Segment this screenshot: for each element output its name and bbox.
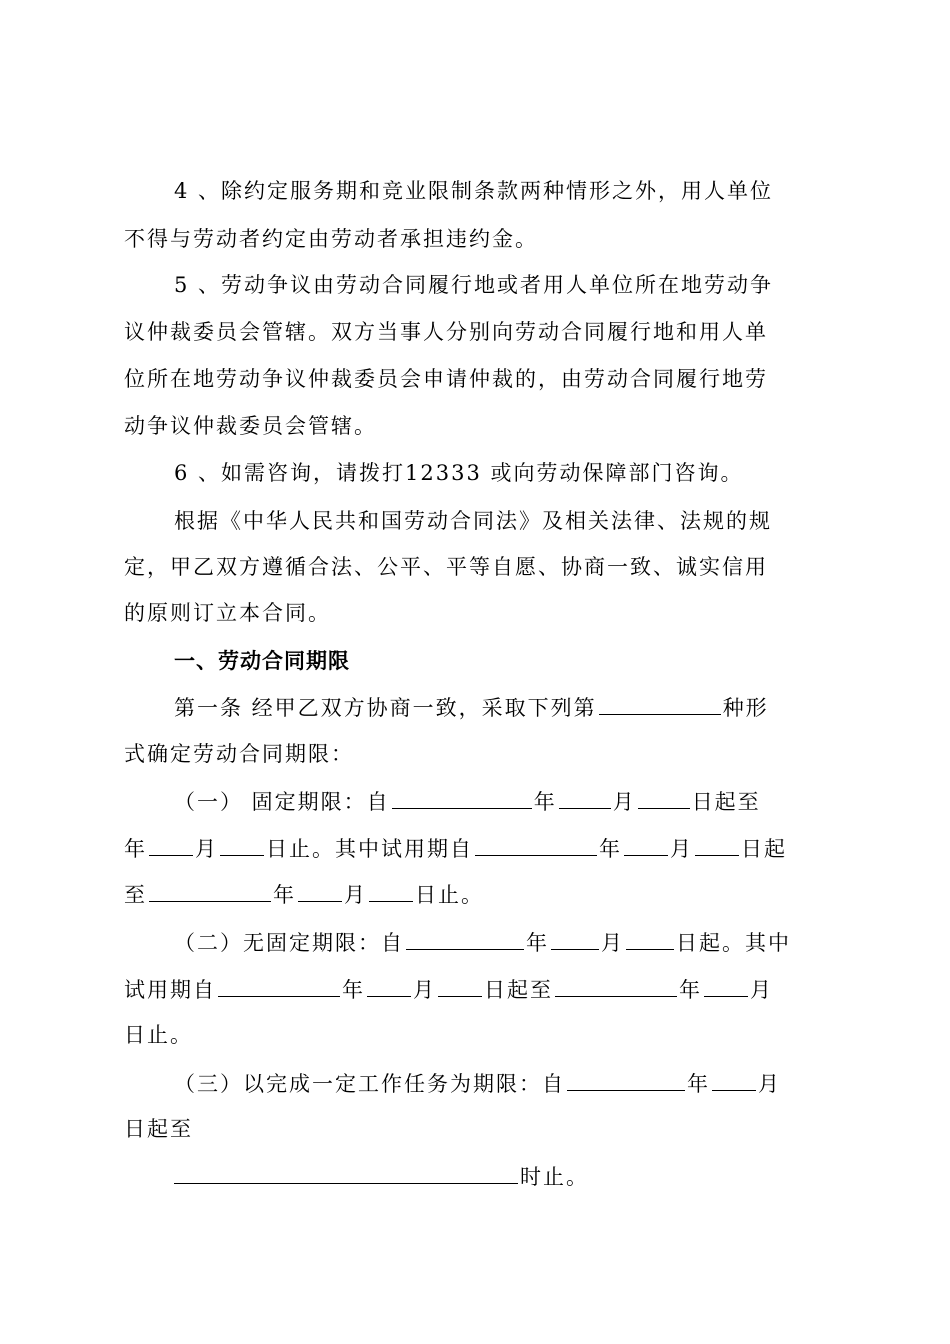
task-term-line-1 bbox=[174, 1068, 781, 1099]
task-end-blank[interactable] bbox=[174, 1161, 518, 1184]
preamble-line-1: 根据《中华人民共和国劳动合同法》及相关法律、法规的规 bbox=[174, 509, 772, 533]
article-1-text: 第一条 经甲乙双方协商一致，采取下列第 bbox=[174, 696, 597, 720]
task-start-year-blank[interactable] bbox=[567, 1068, 685, 1091]
probation-start-month-blank[interactable] bbox=[624, 833, 668, 856]
open-term-label: （二）无固定期限：自 bbox=[174, 931, 404, 955]
fixed-term-label: （一） 固定期限：自 bbox=[174, 790, 390, 814]
year-label: 年 bbox=[679, 978, 702, 1002]
month-label: 月 bbox=[195, 837, 218, 861]
year-label: 年 bbox=[533, 790, 557, 814]
clause-4-line-2: 不得与劳动者约定由劳动者承担违约金。 bbox=[124, 227, 538, 251]
clause-4-line-1: 4 、除约定服务期和竞业限制条款两种情形之外，用人单位 bbox=[174, 179, 774, 203]
month-label: 月 bbox=[612, 790, 636, 814]
open-probation-end-month-blank[interactable] bbox=[704, 974, 748, 997]
year-label: 年 bbox=[599, 837, 622, 861]
probation-start-year-blank[interactable] bbox=[475, 833, 597, 856]
open-start-end-label: 日起。其中 bbox=[676, 931, 791, 955]
year-label: 年 bbox=[342, 978, 365, 1002]
start-day-blank[interactable] bbox=[638, 786, 690, 809]
clause-5-line-4: 动争议仲裁委员会管辖。 bbox=[124, 414, 377, 438]
article-1-line-2: 式确定劳动合同期限： bbox=[124, 742, 354, 766]
task-term-label: （三）以完成一定工作任务为期限：自 bbox=[174, 1072, 565, 1096]
year-label: 年 bbox=[124, 837, 147, 861]
task-start-month-blank[interactable] bbox=[712, 1068, 756, 1091]
clause-5-line-2: 议仲裁委员会管辖。双方当事人分别向劳动合同履行地和用人单 bbox=[124, 320, 768, 344]
month-label: 月 bbox=[750, 978, 773, 1002]
clause-5-line-1: 5 、劳动争议由劳动合同履行地或者用人单位所在地劳动争 bbox=[174, 273, 774, 297]
open-term-line-2 bbox=[124, 974, 773, 1005]
open-probation-end-year-blank[interactable] bbox=[555, 974, 677, 997]
form-number-blank[interactable] bbox=[599, 692, 721, 715]
year-label: 年 bbox=[273, 883, 296, 907]
end-day-blank[interactable] bbox=[220, 833, 264, 856]
month-label: 月 bbox=[758, 1072, 781, 1096]
fixed-term-line-3 bbox=[124, 879, 484, 910]
task-term-line-3 bbox=[174, 1161, 589, 1192]
month-label: 月 bbox=[670, 837, 693, 861]
open-term-line-1 bbox=[174, 927, 791, 958]
fixed-term-line-2 bbox=[124, 833, 787, 864]
section-heading: 一、劳动合同期限 bbox=[174, 649, 350, 673]
clause-6-line: 6 、如需咨询，请拨打12333 或向劳动保障部门咨询。 bbox=[174, 461, 744, 485]
probation-end-year-blank[interactable] bbox=[149, 879, 271, 902]
article-1-text-end: 种形 bbox=[722, 696, 769, 720]
day-from-label: 日起 bbox=[741, 837, 787, 861]
open-probation-start-year-blank[interactable] bbox=[218, 974, 340, 997]
month-label: 月 bbox=[344, 883, 367, 907]
open-probation-start-month-blank[interactable] bbox=[367, 974, 411, 997]
end-month-blank[interactable] bbox=[149, 833, 193, 856]
task-end-label: 时止。 bbox=[520, 1165, 589, 1189]
open-start-month-blank[interactable] bbox=[551, 927, 599, 950]
start-month-blank[interactable] bbox=[559, 786, 611, 809]
open-start-year-blank[interactable] bbox=[406, 927, 524, 950]
clause-5-line-3: 位所在地劳动争议仲裁委员会申请仲裁的，由劳动合同履行地劳 bbox=[124, 367, 768, 391]
probation-text: 日止。其中试用期自 bbox=[266, 837, 473, 861]
month-label: 月 bbox=[601, 931, 624, 955]
open-start-day-blank[interactable] bbox=[626, 927, 674, 950]
task-term-line-2: 日起至 bbox=[124, 1117, 193, 1141]
day-from-label: 日起至 bbox=[691, 790, 761, 814]
probation-end-month-blank[interactable] bbox=[298, 879, 342, 902]
month-label: 月 bbox=[413, 978, 436, 1002]
open-probation-start-day-blank[interactable] bbox=[438, 974, 482, 997]
year-label: 年 bbox=[687, 1072, 710, 1096]
end-label: 日止。 bbox=[415, 883, 484, 907]
probation-end-day-blank[interactable] bbox=[369, 879, 413, 902]
to-label: 至 bbox=[124, 883, 147, 907]
fixed-term-line-1 bbox=[174, 786, 761, 817]
preamble-line-3: 的原则订立本合同。 bbox=[124, 601, 331, 625]
article-1-line-1 bbox=[174, 692, 769, 723]
probation-start-day-blank[interactable] bbox=[695, 833, 739, 856]
probation-label: 试用期自 bbox=[124, 978, 216, 1002]
open-term-line-3: 日止。 bbox=[124, 1023, 193, 1047]
day-from-label: 日起至 bbox=[484, 978, 553, 1002]
year-label: 年 bbox=[526, 931, 549, 955]
start-year-blank[interactable] bbox=[392, 786, 532, 809]
preamble-line-2: 定，甲乙双方遵循合法、公平、平等自愿、协商一致、诚实信用 bbox=[124, 555, 768, 579]
